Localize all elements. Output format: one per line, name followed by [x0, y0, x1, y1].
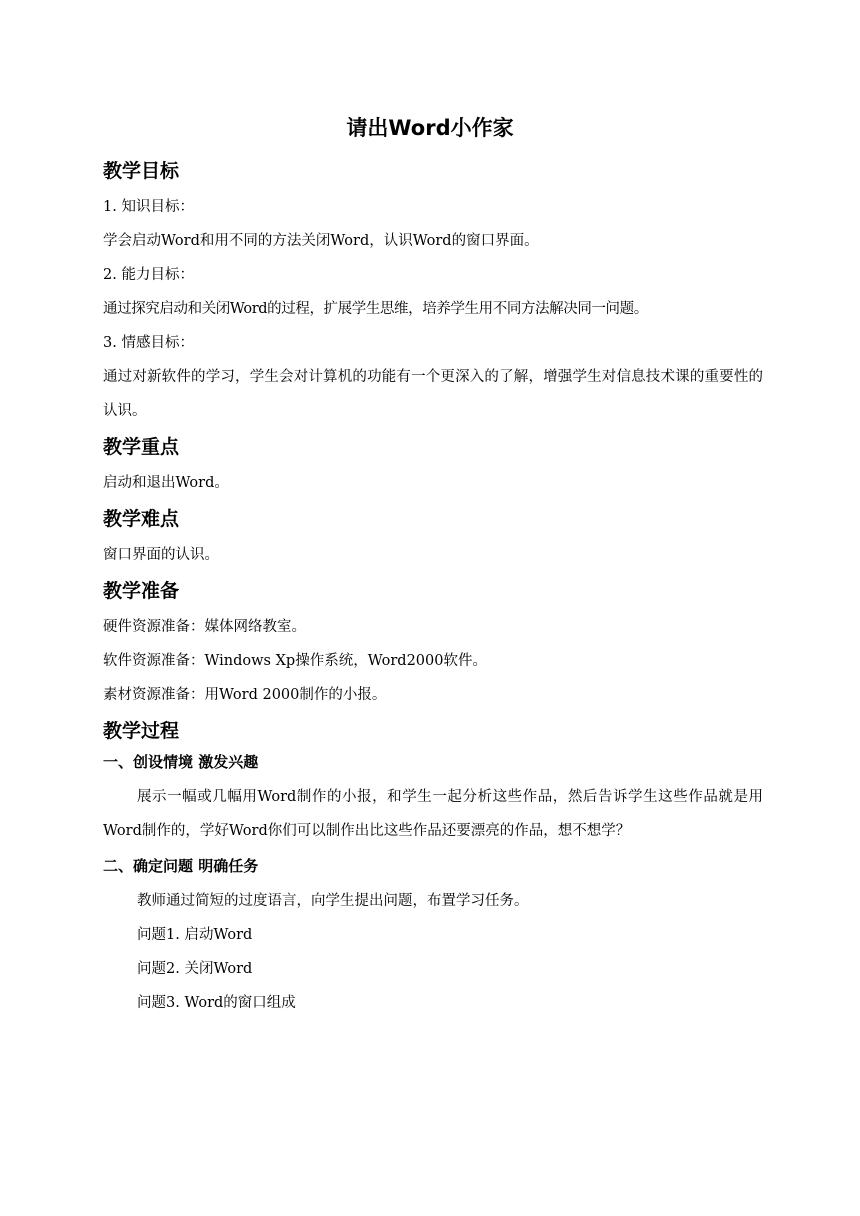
objective-3-label: 3. 情感目标：: [103, 335, 194, 351]
preparation-software: 软件资源准备：Windows Xp操作系统，Word2000软件。: [103, 653, 487, 669]
document-title: 请出Word小作家: [346, 116, 514, 140]
process-heading: 教学过程: [103, 720, 180, 742]
key-points-text: 启动和退出Word。: [103, 475, 229, 491]
process-step-1-heading: 一、创设情境 激发兴趣: [103, 753, 259, 771]
question-3: 问题3. Word的窗口组成: [137, 995, 296, 1011]
process-step-2-text: 教师通过简短的过度语言，向学生提出问题，布置学习任务。: [137, 893, 529, 909]
objective-2-text: 通过探究启动和关闭Word的过程，扩展学生思维，培养学生用不同方法解决同一问题。: [103, 301, 648, 317]
objective-1-label: 1. 知识目标：: [103, 199, 194, 215]
preparation-hardware: 硬件资源准备：媒体网络教室。: [103, 619, 306, 635]
question-1: 问题1. 启动Word: [137, 927, 253, 943]
question-2: 问题2. 关闭Word: [137, 961, 253, 977]
difficulties-text: 窗口界面的认识。: [103, 547, 219, 563]
process-step-2-heading: 二、确定问题 明确任务: [103, 857, 259, 875]
key-points-heading: 教学重点: [103, 436, 180, 458]
objectives-heading: 教学目标: [103, 160, 180, 182]
objective-3-text: 通过对新软件的学习，学生会对计算机的功能有一个更深入的了解，增强学生对信息技术课的重要性的认识。: [103, 369, 763, 419]
objective-1-text: 学会启动Word和用不同的方法关闭Word，认识Word的窗口界面。: [103, 233, 539, 249]
objective-2-label: 2. 能力目标：: [103, 267, 194, 283]
preparation-heading: 教学准备: [103, 580, 180, 602]
document-body: [103, 158, 763, 1020]
process-step-1-text: 展示一幅或几幅用Word制作的小报，和学生一起分析这些作品，然后告诉学生这些作品就是用Word制作的，学好Word你们可以制作出比这些作品还要漂亮的作品，想不想学？: [103, 789, 763, 839]
preparation-material: 素材资源准备：用Word 2000制作的小报。: [103, 687, 387, 703]
difficulties-heading: 教学难点: [103, 508, 180, 530]
